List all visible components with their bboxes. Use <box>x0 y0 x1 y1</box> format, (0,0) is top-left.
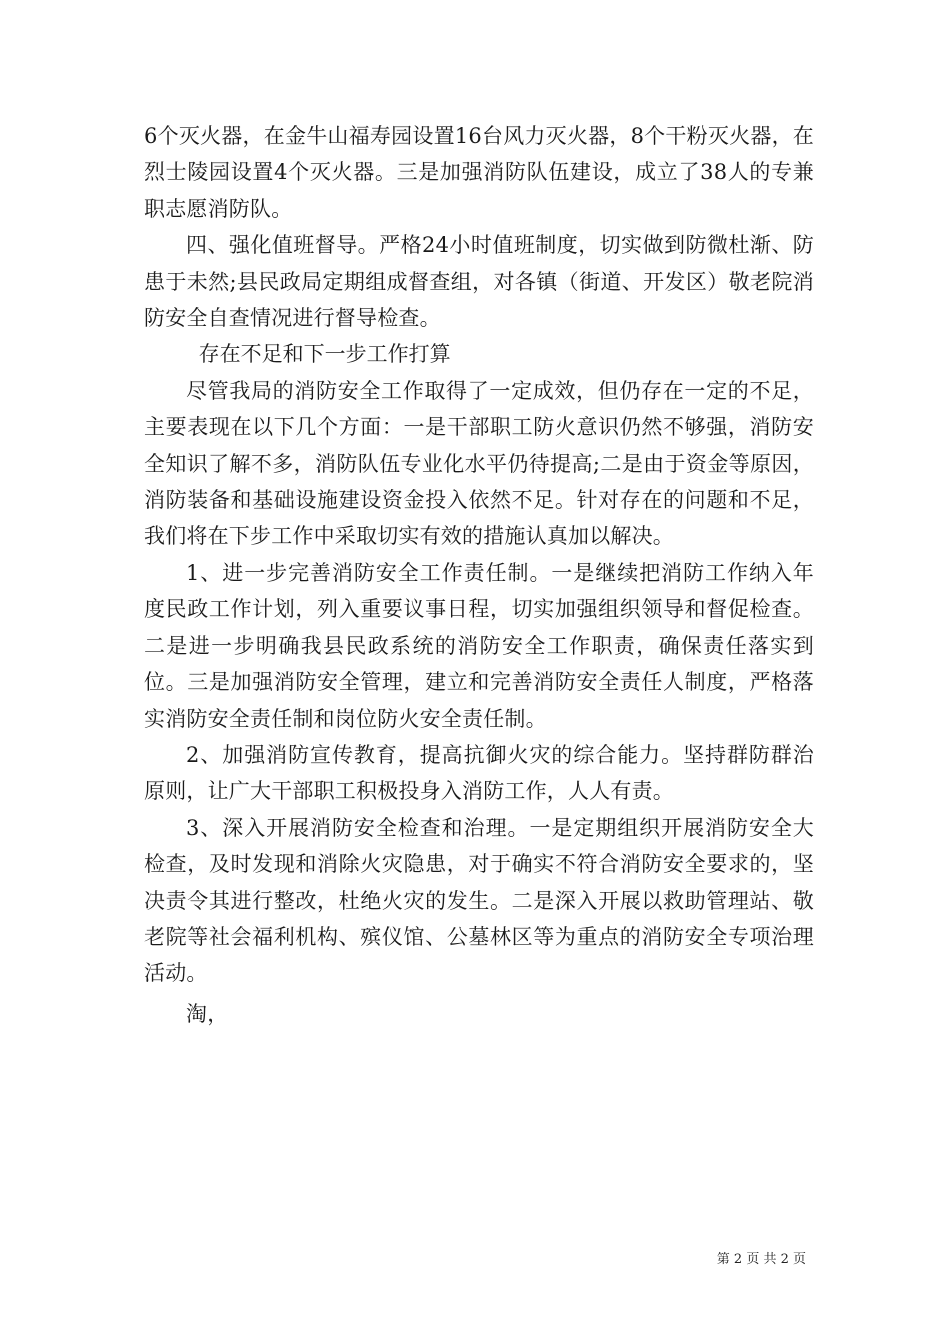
page-number-footer: 第 2 页 共 2 页 <box>716 1252 806 1267</box>
document-body <box>144 118 814 1032</box>
paragraph-item-1: 1、进一步完善消防安全工作责任制。一是继续把消防工作纳入年度民政工作计划，列入重要议事日程，切实加强组织领导和督促检查。二是进一步明确我县民政系统的消防安全工作职责，确保责任落实到位。三是加强消防安全管理，建立和完善消防安全责任人制度，严格落实消防安全责任制和岗位防火安全责任制。 <box>144 560 814 731</box>
paragraph-fire-extinguishers: 6个灭火器，在金牛山福寿园设置16台风力灭火器，8个干粉灭火器，在烈士陵园设置4个灭火器。三是加强消防队伍建设，成立了38人的专兼职志愿消防队。 <box>144 124 814 221</box>
paragraph-trailing: 淘， <box>186 1001 229 1026</box>
paragraph-item-2: 2、加强消防宣传教育，提高抗御火灾的综合能力。坚持群防群治原则，让广大干部职工积极投身入消防工作，人人有责。 <box>144 742 814 804</box>
section-heading-shortcomings: 存在不足和下一步工作打算 <box>198 342 451 367</box>
paragraph-item-3: 3、深入开展消防安全检查和治理。一是定期组织开展消防安全大检查，及时发现和消除火灾隐患，对于确实不符合消防安全要求的，坚决责令其进行整改，杜绝火灾的发生。二是深入开展以救助管理站、敬老院等社会福利机构、殡仪馆、公墓林区等为重点的消防安全专项治理活动。 <box>144 815 814 986</box>
paragraph-shortcomings: 尽管我局的消防安全工作取得了一定成效，但仍存在一定的不足，主要表现在以下几个方面：一是干部职工防火意识仍然不够强，消防安全知识了解不多，消防队伍专业化水平仍待提高;二是由于资金等原因，消防装备和基础设施建设资金投入依然不足。针对存在的问题和不足，我们将在下步工作中采取切实有效的措施认真加以解决。 <box>144 378 814 549</box>
paragraph-duty-supervision: 四、强化值班督导。严格24小时值班制度，切实做到防微杜渐、防患于未然;县民政局定期组成督查组，对各镇（街道、开发区）敬老院消防安全自查情况进行督导检查。 <box>144 233 814 331</box>
